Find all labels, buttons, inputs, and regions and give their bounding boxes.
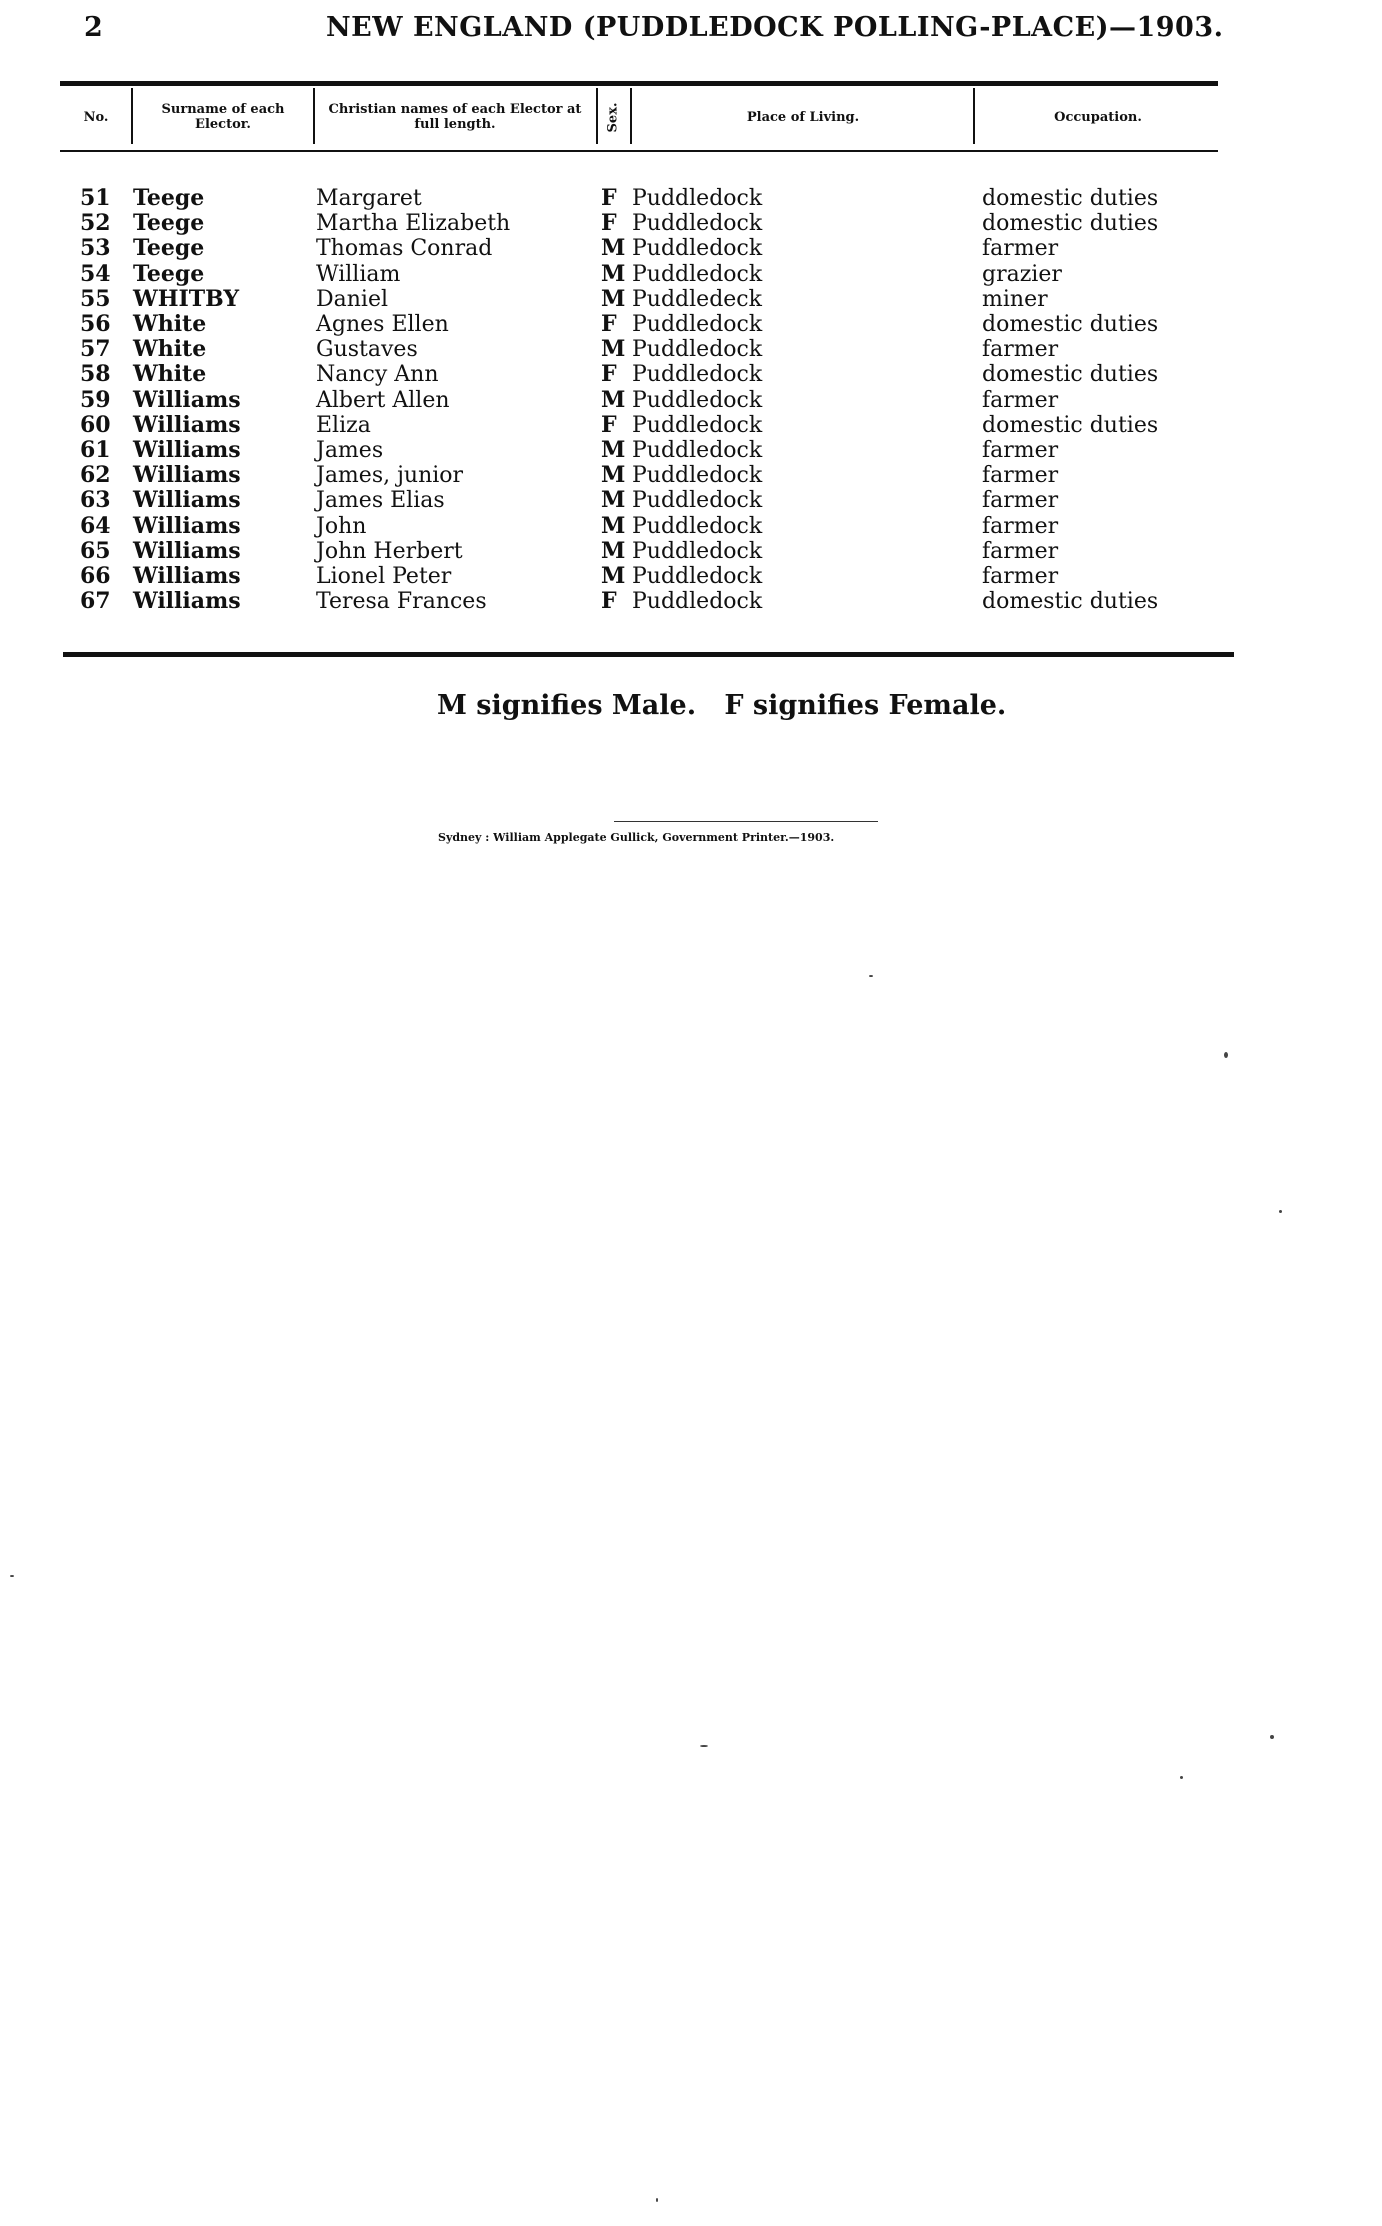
elector-place-of-living: Puddledock (632, 211, 763, 236)
scan-speck (1180, 1776, 1183, 1779)
elector-number: 53 (80, 235, 111, 261)
elector-christian-names: Agnes Ellen (316, 312, 449, 337)
column-header-place-of-living: Place of Living. (746, 109, 860, 125)
elector-number: 56 (80, 311, 111, 337)
table-top-rule (60, 81, 1218, 86)
elector-sex: M (601, 261, 626, 287)
elector-sex: F (601, 361, 617, 387)
elector-surname: Teege (133, 261, 205, 287)
table-row (0, 539, 1382, 564)
table-row (0, 337, 1382, 362)
scan-speck (1279, 1210, 1282, 1213)
elector-place-of-living: Puddledock (632, 564, 763, 589)
elector-occupation: farmer (982, 236, 1059, 261)
elector-surname: Williams (133, 538, 241, 564)
elector-place-of-living: Puddledock (632, 262, 763, 287)
elector-number: 64 (80, 513, 111, 539)
elector-christian-names: Gustaves (316, 337, 418, 362)
elector-surname: Teege (133, 210, 205, 236)
column-divider (630, 88, 632, 144)
elector-occupation: domestic duties (982, 362, 1159, 387)
elector-place-of-living: Puddledeck (632, 287, 762, 312)
elector-number: 67 (80, 588, 111, 614)
elector-christian-names: James Elias (316, 488, 445, 513)
elector-number: 61 (80, 437, 111, 463)
elector-christian-names: James, junior (316, 463, 464, 488)
column-divider (973, 88, 975, 144)
elector-christian-names: Albert Allen (316, 388, 450, 413)
elector-sex: M (601, 437, 626, 463)
elector-christian-names: William (316, 262, 401, 287)
elector-number: 60 (80, 412, 111, 438)
elector-christian-names: John Herbert (316, 539, 463, 564)
elector-sex: M (601, 387, 626, 413)
elector-number: 55 (80, 286, 111, 312)
elector-place-of-living: Puddledock (632, 337, 763, 362)
elector-sex: F (601, 412, 617, 438)
elector-christian-names: Margaret (316, 186, 422, 211)
elector-christian-names: Eliza (316, 413, 371, 438)
elector-surname: White (133, 361, 207, 387)
page-title: NEW ENGLAND (PUDDLEDOCK POLLING-PLACE)—1903. (326, 12, 1224, 43)
elector-occupation: farmer (982, 539, 1059, 564)
scan-speck (869, 975, 873, 977)
table-row (0, 564, 1382, 589)
elector-number: 54 (80, 261, 111, 287)
elector-occupation: domestic duties (982, 589, 1159, 614)
elector-number: 62 (80, 462, 111, 488)
elector-place-of-living: Puddledock (632, 488, 763, 513)
footer-rule (614, 821, 878, 822)
elector-surname: Williams (133, 487, 241, 513)
elector-occupation: domestic duties (982, 413, 1159, 438)
elector-number: 57 (80, 336, 111, 362)
column-divider (596, 88, 598, 144)
table-row (0, 262, 1382, 287)
scan-speck (700, 1745, 708, 1747)
elector-occupation: farmer (982, 564, 1059, 589)
table-header-rule (60, 150, 1218, 152)
elector-place-of-living: Puddledock (632, 438, 763, 463)
elector-number: 59 (80, 387, 111, 413)
scan-speck (10, 1575, 14, 1577)
printer-imprint: Sydney : William Applegate Gullick, Government Printer.—1903. (438, 831, 835, 844)
elector-occupation: farmer (982, 463, 1059, 488)
elector-number: 52 (80, 210, 111, 236)
elector-christian-names: Daniel (316, 287, 389, 312)
scan-speck (656, 2198, 658, 2202)
elector-sex: F (601, 311, 617, 337)
elector-surname: Teege (133, 235, 205, 261)
elector-occupation: grazier (982, 262, 1062, 287)
scan-speck (1224, 1052, 1228, 1058)
elector-place-of-living: Puddledock (632, 312, 763, 337)
elector-christian-names: Thomas Conrad (316, 236, 493, 261)
elector-surname: Williams (133, 412, 241, 438)
table-bottom-rule (63, 652, 1234, 657)
elector-number: 58 (80, 361, 111, 387)
elector-occupation: domestic duties (982, 312, 1159, 337)
elector-christian-names: John (316, 514, 367, 539)
elector-surname: Williams (133, 437, 241, 463)
elector-occupation: farmer (982, 514, 1059, 539)
column-header-sex-label: Sex. (605, 102, 621, 132)
column-divider (313, 88, 315, 144)
elector-number: 63 (80, 487, 111, 513)
elector-sex: M (601, 286, 626, 312)
elector-place-of-living: Puddledock (632, 413, 763, 438)
column-header-sex (599, 90, 627, 144)
elector-sex: M (601, 487, 626, 513)
table-row (0, 312, 1382, 337)
elector-sex: M (601, 462, 626, 488)
elector-sex: M (601, 235, 626, 261)
table-row (0, 236, 1382, 261)
elector-surname: Teege (133, 185, 205, 211)
elector-sex: F (601, 210, 617, 236)
elector-sex: F (601, 185, 617, 211)
elector-occupation: farmer (982, 438, 1059, 463)
elector-christian-names: Martha Elizabeth (316, 211, 511, 236)
elector-christian-names: Nancy Ann (316, 362, 439, 387)
elector-surname: Williams (133, 513, 241, 539)
table-row (0, 362, 1382, 387)
elector-number: 66 (80, 563, 111, 589)
elector-occupation: miner (982, 287, 1048, 312)
elector-christian-names: Teresa Frances (316, 589, 487, 614)
elector-place-of-living: Puddledock (632, 236, 763, 261)
elector-surname: WHITBY (133, 286, 240, 312)
elector-occupation: farmer (982, 337, 1059, 362)
elector-place-of-living: Puddledock (632, 388, 763, 413)
elector-place-of-living: Puddledock (632, 539, 763, 564)
scan-speck (1270, 1735, 1274, 1739)
elector-number: 51 (80, 185, 111, 211)
elector-christian-names: Lionel Peter (316, 564, 452, 589)
table-row (0, 388, 1382, 413)
table-row (0, 186, 1382, 211)
elector-surname: Williams (133, 462, 241, 488)
column-header-no: No. (83, 109, 109, 125)
elector-place-of-living: Puddledock (632, 362, 763, 387)
table-row (0, 463, 1382, 488)
column-divider (131, 88, 133, 144)
elector-sex: F (601, 588, 617, 614)
page-number: 2 (84, 12, 103, 43)
elector-surname: White (133, 311, 207, 337)
elector-occupation: farmer (982, 388, 1059, 413)
elector-christian-names: James (316, 438, 384, 463)
table-row (0, 488, 1382, 513)
table-row (0, 211, 1382, 236)
elector-occupation: domestic duties (982, 211, 1159, 236)
elector-sex: M (601, 336, 626, 362)
elector-place-of-living: Puddledock (632, 186, 763, 211)
column-header-surname: Surname of each Elector. (161, 102, 285, 132)
table-row (0, 514, 1382, 539)
elector-number: 65 (80, 538, 111, 564)
elector-surname: White (133, 336, 207, 362)
elector-surname: Williams (133, 588, 241, 614)
column-header-occupation: Occupation. (1054, 109, 1142, 125)
elector-place-of-living: Puddledock (632, 589, 763, 614)
elector-occupation: domestic duties (982, 186, 1159, 211)
elector-sex: M (601, 513, 626, 539)
elector-place-of-living: Puddledock (632, 514, 763, 539)
elector-sex: M (601, 538, 626, 564)
elector-sex: M (601, 563, 626, 589)
table-row (0, 589, 1382, 614)
elector-occupation: farmer (982, 488, 1059, 513)
table-row (0, 438, 1382, 463)
column-header-christian-names: Christian names of each Elector at full length. (328, 102, 582, 132)
sex-legend: M signifies Male. F signifies Female. (437, 690, 1007, 721)
table-row (0, 287, 1382, 312)
table-row (0, 413, 1382, 438)
elector-surname: Williams (133, 563, 241, 589)
elector-surname: Williams (133, 387, 241, 413)
elector-place-of-living: Puddledock (632, 463, 763, 488)
